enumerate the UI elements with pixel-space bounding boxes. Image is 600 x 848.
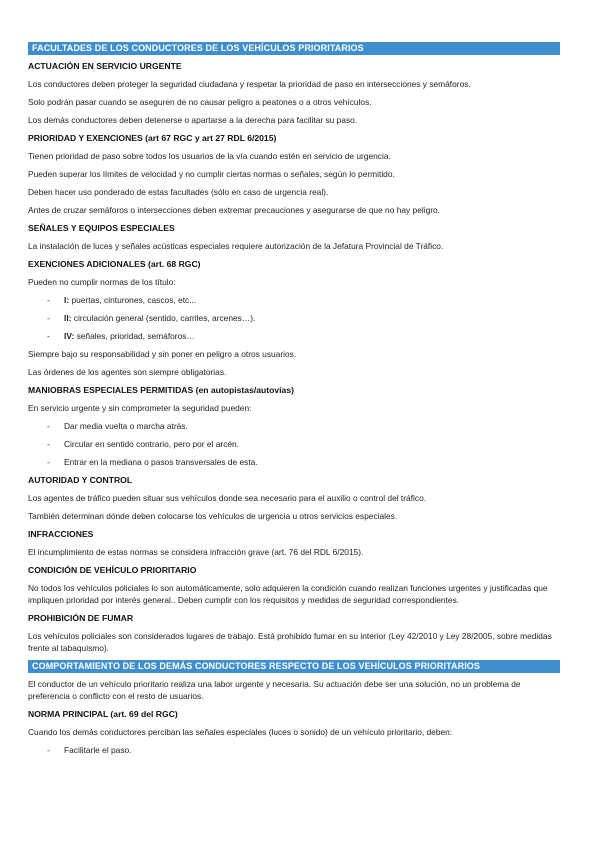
paragraph: Tienen prioridad de paso sobre todos los usuarios de la vía cuando estén en servicio de urgencia. [28,151,391,161]
heading-norma-principal: NORMA PRINCIPAL (art. 69 del RGC) [28,709,178,719]
list-marker: - [47,421,50,431]
paragraph: En servicio urgente y sin comprometer la seguridad pueden: [28,403,252,413]
list-marker: - [47,313,50,323]
list-item [28,420,560,432]
list-marker: - [47,457,50,467]
paragraph: Los agentes de tráfico pueden situar sus vehículos donde sea necesario para el auxilio o control del tráfico. [28,493,427,503]
list-item [28,456,560,468]
paragraph: La instalación de luces y señales acústicas especiales requiere autorización de la Jefatura Provincial de Tráfico. [28,241,444,251]
paragraph: El conductor de un vehículo prioritario realiza una labor urgente y necesaria. Su actuación debe ser una solución, no un problema de preferencia o conflicto con el resto de usuarios. [28,679,521,701]
list-item-text: Circular en sentido contrario, pero por el arcén. [64,439,240,449]
paragraph: Las órdenes de los agentes son siempre obligatorias. [28,367,227,377]
list-item-text: Entrar en la mediana o pasos transversales de esta. [64,457,258,467]
paragraph: Cuando los demás conductores perciban las señales especiales (luces o sonido) de un vehículo prioritario, deben: [28,727,453,737]
list-item [28,438,560,450]
paragraph: Siempre bajo su responsabilidad y sin poner en peligro a otros usuarios. [28,349,297,359]
list-marker: - [47,331,50,341]
list-item [28,744,560,756]
heading-actuacion-urgente: ACTUACIÓN EN SERVICIO URGENTE [28,61,182,71]
heading-exenciones-adicionales: EXENCIONES ADICIONALES (art. 68 RGC) [28,259,201,269]
heading-prioridad-exenciones: PRIORIDAD Y EXENCIONES (art 67 RGC y art 27 RDL 6/2015) [28,133,277,143]
paragraph: Los demás conductores deben detenerse o apartarse a la derecha para facilitar su paso. [28,115,358,125]
paragraph: Los vehículos policiales son considerados lugares de trabajo. Está prohibido fumar en su interior (Ley 42/2010 y Ley 28/2005, sobre medidas frente al tabaquismo). [28,631,552,653]
list-marker: - [47,439,50,449]
list-item [28,330,560,342]
norma-list [28,744,560,756]
exenciones-list [28,294,560,342]
section-banner-comportamiento: COMPORTAMIENTO DE LOS DEMÁS CONDUCTORES RESPECTO DE LOS VEHÍCULOS PRIORITARIOS [28,660,560,673]
heading-senales-equipos: SEÑALES Y EQUIPOS ESPECIALES [28,223,175,233]
maniobras-list [28,420,560,468]
list-item-label: I: [64,295,70,305]
heading-maniobras-especiales: MANIOBRAS ESPECIALES PERMITIDAS (en autopistas/autovías) [28,385,294,395]
list-item-text: Dar media vuelta o marcha atrás. [64,421,188,431]
heading-infracciones: INFRACCIONES [28,529,94,539]
list-item-text: circulación general (sentido, carriles, arcenes…). [71,313,256,323]
list-item-text: puertas, cinturones, cascos, etc... [69,295,197,305]
paragraph: Solo podrán pasar cuando se aseguren de no causar peligro a peatones o a otros vehículos. [28,97,372,107]
paragraph: El incumplimiento de estas normas se considera infracción grave (art. 76 del RDL 6/2015). [28,547,364,557]
list-item-label: IV: [64,331,75,341]
list-marker: - [47,295,50,305]
paragraph: También determinan dónde deben colocarse los vehículos de urgencia u otros servicios especiales. [28,511,398,521]
heading-condicion-vehiculo: CONDICIÓN DE VEHÍCULO PRIORITARIO [28,565,197,575]
heading-prohibicion-fumar: PROHIBICIÓN DE FUMAR [28,613,134,623]
heading-autoridad-control: AUTORIDAD Y CONTROL [28,475,133,485]
list-item-text: señales, prioridad, semáforos… [74,331,195,341]
list-item [28,294,560,306]
paragraph: Deben hacer uso ponderado de estas facultades (sólo en caso de urgencia real). [28,187,329,197]
list-item-text: Facilitarle el paso. [64,745,132,755]
paragraph: Los conductores deben proteger la seguridad ciudadana y respetar la prioridad de paso en intersecciones y semáforos. [28,79,471,89]
paragraph: Pueden superar los límites de velocidad y no cumplir ciertas normas o señales, según lo permitido. [28,169,395,179]
section-banner-facultades: FACULTADES DE LOS CONDUCTORES DE LOS VEHÍCULOS PRIORITARIOS [28,42,560,55]
list-item-label: II: [64,313,72,323]
list-marker: - [47,745,50,755]
list-item [28,312,560,324]
paragraph: No todos los vehículos policiales lo son automáticamente, solo adquieren la condición cuando realizan funciones urgentes y justificadas que impliquen prioridad por interés general.. Deben cumplir con los requisitos y medidas de seguridad correspondientes. [28,583,548,605]
paragraph: Antes de cruzar semáforos o intersecciones deben extremar precauciones y asegurarse de que no hay peligro. [28,205,441,215]
paragraph: Pueden no cumplir normas de los título: [28,277,176,287]
